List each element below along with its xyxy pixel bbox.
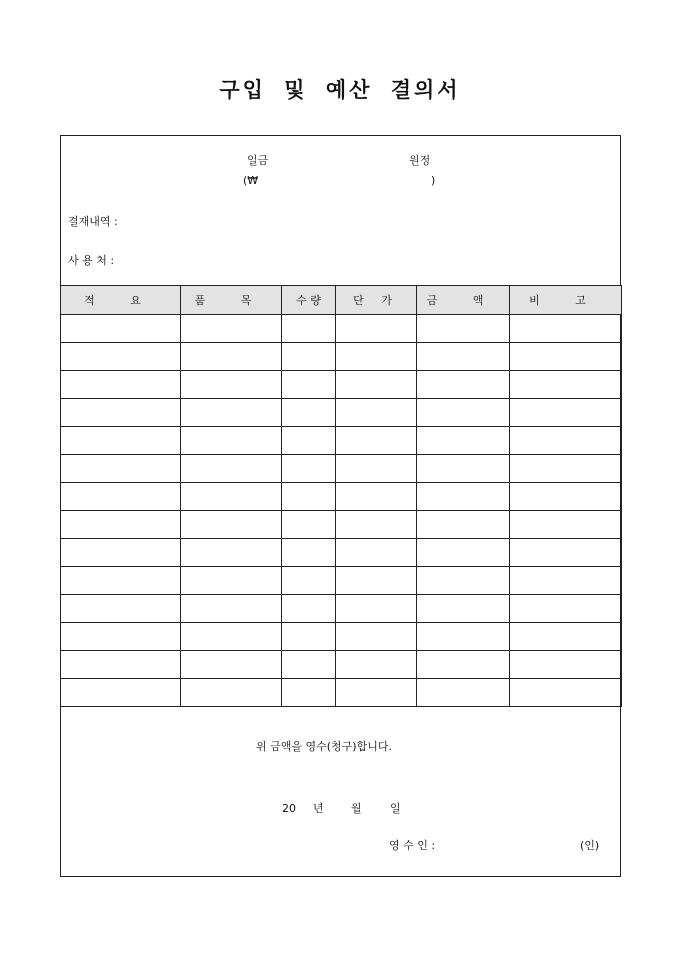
table-cell[interactable] [336,315,417,343]
table-cell[interactable] [282,315,336,343]
table-cell[interactable] [510,623,622,651]
form-frame [60,135,621,877]
table-row [61,399,622,427]
date-day-label: 일 [390,802,401,815]
table-cell[interactable] [510,427,622,455]
seal-mark: (인) [580,839,600,852]
table-cell[interactable] [181,511,282,539]
table-cell[interactable] [61,511,181,539]
table-cell[interactable] [336,427,417,455]
table-cell[interactable] [417,539,510,567]
table-cell[interactable] [282,567,336,595]
table-cell[interactable] [336,539,417,567]
table-cell[interactable] [510,315,622,343]
col-header-item: 품 목 [181,286,282,315]
amount-suffix-label: 원정 [409,154,431,167]
table-cell[interactable] [510,679,622,707]
table-cell[interactable] [417,371,510,399]
table-row [61,483,622,511]
table-cell[interactable] [336,483,417,511]
table-cell[interactable] [336,455,417,483]
table-cell[interactable] [282,399,336,427]
table-body [61,315,622,707]
table-cell[interactable] [282,623,336,651]
table-cell[interactable] [181,315,282,343]
table-row [61,623,622,651]
table-cell[interactable] [181,371,282,399]
table-cell[interactable] [61,651,181,679]
col-header-amount: 금 액 [417,286,510,315]
table-cell[interactable] [336,399,417,427]
table-cell[interactable] [181,399,282,427]
table-cell[interactable] [417,679,510,707]
table-cell[interactable] [417,651,510,679]
table-cell[interactable] [417,567,510,595]
table-cell[interactable] [336,651,417,679]
table-cell[interactable] [181,679,282,707]
table-cell[interactable] [181,455,282,483]
table-cell[interactable] [61,483,181,511]
table-cell[interactable] [282,595,336,623]
table-row [61,315,622,343]
table-cell[interactable] [181,623,282,651]
amount-prefix-label: 일금 [247,154,269,167]
table-cell[interactable] [510,455,622,483]
table-cell[interactable] [336,623,417,651]
table-cell[interactable] [282,483,336,511]
table-cell[interactable] [417,623,510,651]
table-cell[interactable] [181,567,282,595]
table-row [61,539,622,567]
table-cell[interactable] [181,651,282,679]
won-open: (₩ [243,174,259,187]
table-cell[interactable] [282,651,336,679]
table-cell[interactable] [181,539,282,567]
table-cell[interactable] [61,455,181,483]
table-cell[interactable] [510,567,622,595]
table-cell[interactable] [336,679,417,707]
table-cell[interactable] [181,595,282,623]
table-cell[interactable] [510,511,622,539]
table-row [61,511,622,539]
table-cell[interactable] [336,371,417,399]
table-cell[interactable] [181,343,282,371]
table-cell[interactable] [181,427,282,455]
table-cell[interactable] [417,399,510,427]
table-cell[interactable] [61,595,181,623]
date-year-label: 년 [313,802,324,815]
col-header-remarks: 비 고 [510,286,622,315]
table-cell[interactable] [510,371,622,399]
table-cell[interactable] [336,511,417,539]
table-cell[interactable] [61,623,181,651]
table-cell[interactable] [417,483,510,511]
table-row [61,567,622,595]
table-row [61,455,622,483]
table-cell[interactable] [282,539,336,567]
document-title: 구입 및 예산 결의서 [219,77,461,102]
table-cell[interactable] [61,567,181,595]
table-row [61,427,622,455]
table-cell[interactable] [417,595,510,623]
table-cell[interactable] [417,511,510,539]
table-cell[interactable] [61,315,181,343]
table-row [61,343,622,371]
table-cell[interactable] [336,595,417,623]
table-cell[interactable] [282,371,336,399]
table-cell[interactable] [510,343,622,371]
table-cell[interactable] [61,343,181,371]
receipt-statement: 위 금액을 영수(청구)합니다. [256,740,392,753]
table-cell[interactable] [510,651,622,679]
table-cell[interactable] [61,679,181,707]
recipient-label: 영 수 인 : [389,839,436,852]
table-cell[interactable] [282,343,336,371]
col-header-unit-price: 단 가 [336,286,417,315]
table-cell[interactable] [510,539,622,567]
table-header-row [61,286,622,315]
table-cell[interactable] [510,595,622,623]
table-cell[interactable] [61,539,181,567]
table-row [61,679,622,707]
date-month-label: 월 [351,802,362,815]
table-cell[interactable] [510,399,622,427]
table-cell[interactable] [282,511,336,539]
date-year-prefix: 20 [282,802,296,815]
table-cell[interactable] [181,483,282,511]
table-cell[interactable] [417,427,510,455]
table-cell[interactable] [282,455,336,483]
table-cell[interactable] [417,315,510,343]
table-row [61,595,622,623]
table-cell[interactable] [336,567,417,595]
table-cell[interactable] [336,343,417,371]
table-row [61,651,622,679]
table-cell[interactable] [61,427,181,455]
table-cell[interactable] [61,371,181,399]
items-table [60,285,622,707]
col-header-quantity: 수 량 [282,286,336,315]
table-cell[interactable] [417,343,510,371]
won-close: ) [431,174,436,187]
table-cell[interactable] [282,427,336,455]
table-cell[interactable] [417,455,510,483]
payment-details-label: 결재내역 : [68,215,118,228]
col-header-description: 적 요 [61,286,181,315]
table-cell[interactable] [282,679,336,707]
table-row [61,371,622,399]
table-cell[interactable] [510,483,622,511]
table-cell[interactable] [61,399,181,427]
usage-label: 사 용 처 : [68,254,115,267]
